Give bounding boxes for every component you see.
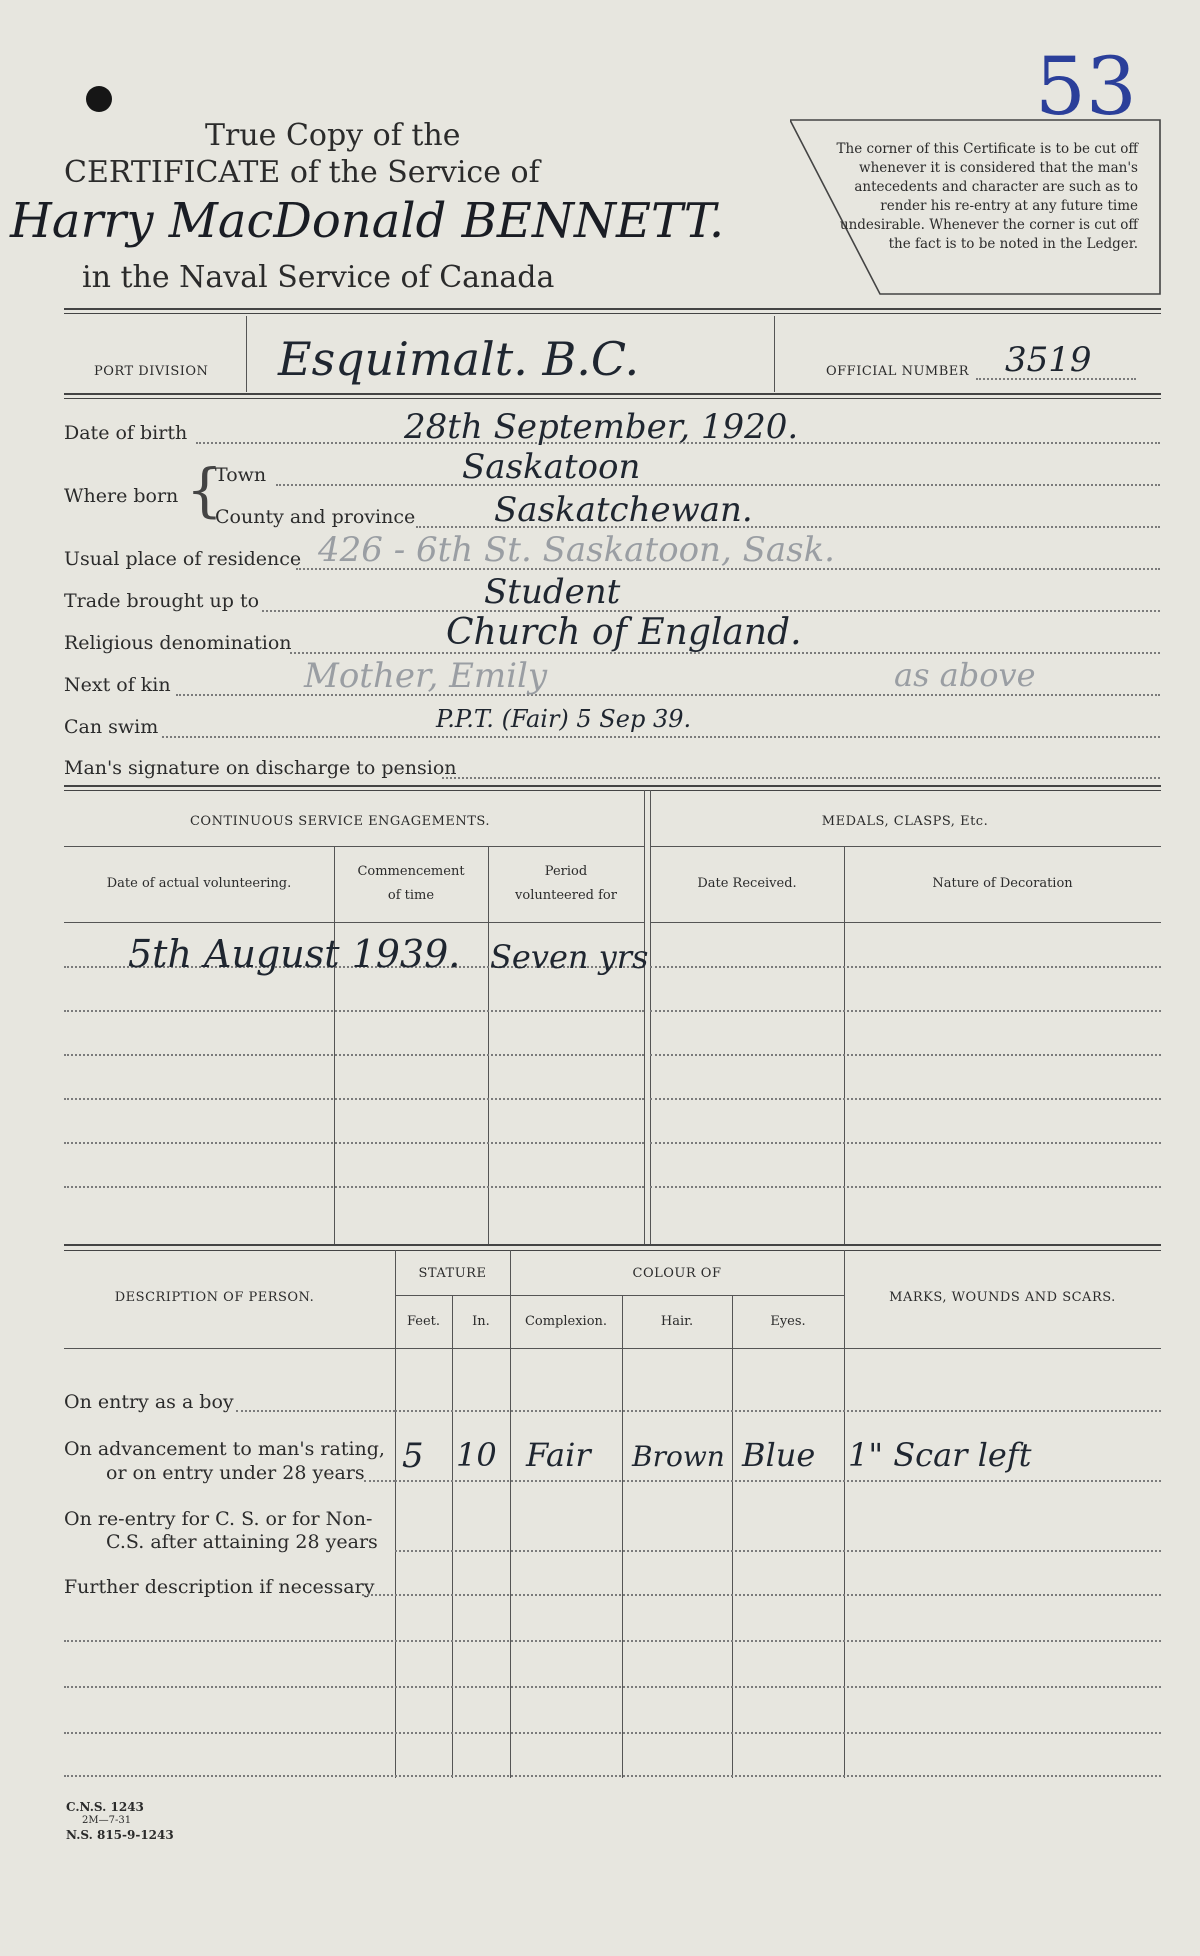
row-reentry-1: On re-entry for C. S. or for Non- xyxy=(64,1508,373,1530)
official-number-label: OFFICIAL NUMBER xyxy=(826,364,970,379)
where-born-label: Where born xyxy=(64,485,179,507)
header-line-4: in the Naval Service of Canada xyxy=(82,260,555,295)
stature-header: STATURE xyxy=(418,1266,487,1281)
signature-label: Man's signature on discharge to pension xyxy=(64,757,457,779)
official-number-value: 3519 xyxy=(1005,340,1092,380)
next-of-kin-label: Next of kin xyxy=(64,674,171,696)
residence-label: Usual place of residence xyxy=(64,548,302,570)
col-commencement-line-2: of time xyxy=(387,888,435,903)
trade-value: Student xyxy=(484,572,621,612)
county-value: Saskatchewan. xyxy=(494,490,753,530)
port-division-value: Esquimalt. B.C. xyxy=(278,332,640,386)
form-code-1: C.N.S. 1243 xyxy=(66,1800,144,1814)
where-born-brace: { xyxy=(186,456,223,524)
form-code-3: N.S. 815-9-1243 xyxy=(66,1828,174,1842)
engagements-title: CONTINUOUS SERVICE ENGAGEMENTS. xyxy=(189,814,490,829)
col-date-received: Date Received. xyxy=(697,876,797,891)
corner-note: The corner of this Certificate is to be cut off whenever it is considered that the man's antecedents and character are such as to render his re-entry at any future time undesirable. Whenever the corner is cut off the fact is to be noted in the Ledger. xyxy=(836,141,1138,252)
form-code-2: 2M—7-31 xyxy=(82,1815,132,1826)
religion-label: Religious denomination xyxy=(64,632,292,654)
county-label: County and province xyxy=(215,506,416,528)
row-further: Further description if necessary xyxy=(64,1576,375,1598)
colour-of-header: COLOUR OF xyxy=(632,1266,722,1281)
marks-value: 1" Scar left xyxy=(848,1436,1032,1474)
dob-label: Date of birth xyxy=(64,422,188,444)
next-of-kin-value-2: as above xyxy=(894,656,1036,694)
feet-value: 5 xyxy=(402,1436,424,1476)
col-period-line-2: volunteered for xyxy=(515,888,617,903)
hair-header: Hair. xyxy=(660,1314,694,1329)
hair-value: Brown xyxy=(632,1440,725,1473)
complexion-header: Complexion. xyxy=(524,1314,608,1329)
trade-label: Trade brought up to xyxy=(64,590,260,612)
row-advancement-1: On advancement to man's rating, xyxy=(64,1438,385,1460)
complexion-value: Fair xyxy=(526,1436,591,1474)
feet-header: Feet. xyxy=(406,1314,441,1329)
town-value: Saskatoon xyxy=(462,447,641,487)
row-reentry-2: C.S. after attaining 28 years xyxy=(106,1531,378,1553)
can-swim-label: Can swim xyxy=(64,716,159,738)
description-title: DESCRIPTION OF PERSON. xyxy=(114,1290,315,1305)
col-commencement-line-1: Commencement xyxy=(357,864,465,879)
row-entry-boy: On entry as a boy xyxy=(64,1391,234,1413)
port-division-label: PORT DIVISION xyxy=(94,364,209,379)
header-line-1: True Copy of the xyxy=(205,118,461,153)
eyes-header: Eyes. xyxy=(770,1314,806,1329)
page-number: 53 xyxy=(1035,40,1137,133)
religion-value: Church of England. xyxy=(446,612,802,653)
header-line-2: CERTIFICATE of the Service of xyxy=(64,155,540,190)
eyes-value: Blue xyxy=(742,1436,816,1474)
inches-header: In. xyxy=(472,1314,490,1329)
dob-value: 28th September, 1920. xyxy=(404,407,799,447)
sailor-name: Harry MacDonald BENNETT. xyxy=(10,193,725,249)
town-label: Town xyxy=(215,464,267,486)
col-nature-decoration: Nature of Decoration xyxy=(932,876,1073,891)
inches-value: 10 xyxy=(456,1436,497,1474)
col-period-line-1: Period xyxy=(544,864,588,879)
row-advancement-2: or on entry under 28 years xyxy=(106,1462,365,1484)
volunteer-date-value: 5th August 1939. xyxy=(128,932,461,976)
can-swim-value: P.P.T. (Fair) 5 Sep 39. xyxy=(436,705,692,733)
col-date-volunteering: Date of actual volunteering. xyxy=(106,876,292,891)
punch-hole xyxy=(86,86,112,112)
residence-value: 426 - 6th St. Saskatoon, Sask. xyxy=(318,530,835,570)
medals-title: MEDALS, CLASPS, Etc. xyxy=(821,814,989,829)
period-value: Seven yrs xyxy=(490,938,649,976)
next-of-kin-value: Mother, Emily xyxy=(304,656,548,696)
marks-header: MARKS, WOUNDS AND SCARS. xyxy=(889,1290,1116,1305)
